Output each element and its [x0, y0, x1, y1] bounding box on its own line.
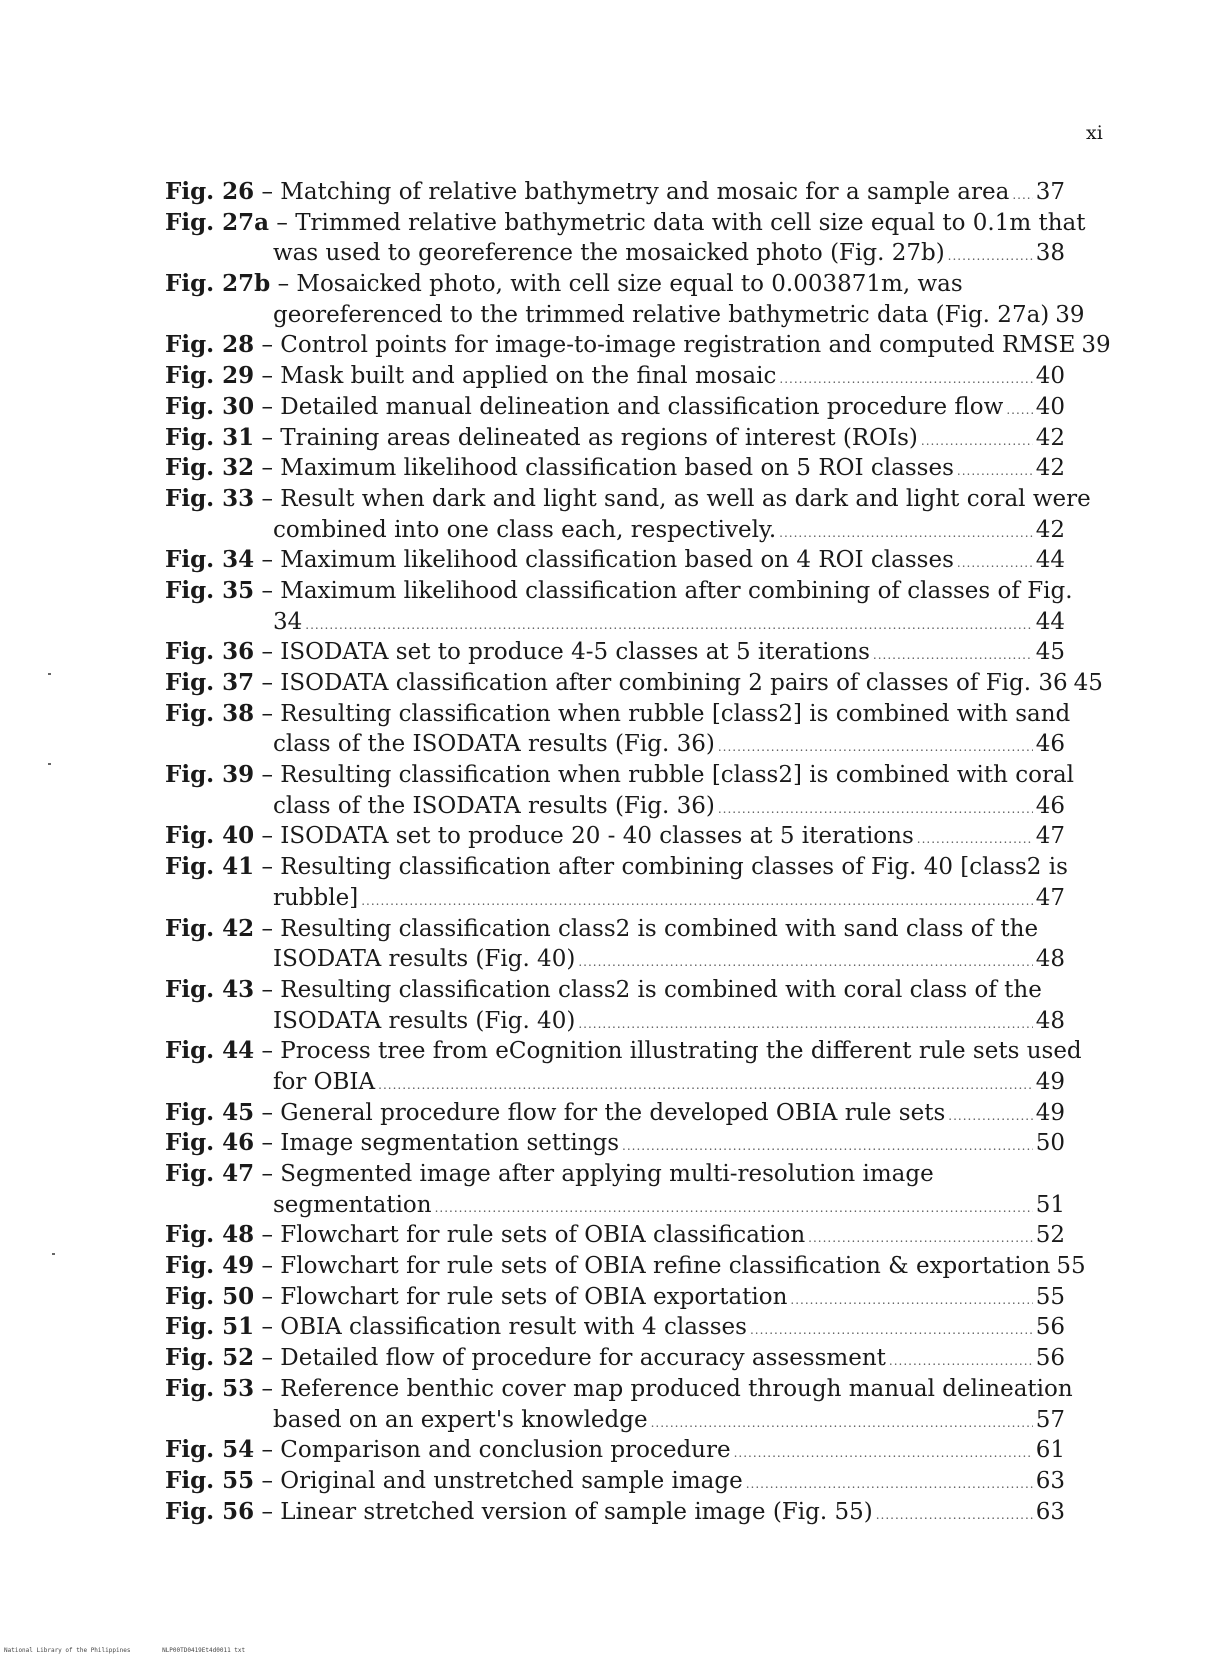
- figure-caption: ISODATA set to produce 4-5 classes at 5 iterations: [280, 639, 870, 666]
- toc-entry-line: [165, 821, 1065, 852]
- label-separator: –: [254, 455, 281, 482]
- toc-entry: [165, 392, 1065, 423]
- page-ref: 42: [1035, 455, 1065, 482]
- toc-entry-line: [165, 791, 1065, 822]
- toc-entry: [165, 1343, 1065, 1374]
- figure-caption: Trimmed relative bathymetric data with cell size equal to 0.1m that: [295, 209, 1086, 236]
- dot-leader: [718, 732, 1033, 763]
- label-separator: –: [254, 700, 281, 727]
- dot-leader: [718, 794, 1033, 825]
- dot-leader: [779, 364, 1032, 395]
- toc-entry-line: [165, 423, 1065, 454]
- page-ref: 49: [1035, 1068, 1065, 1095]
- page-ref: 45: [1035, 639, 1065, 666]
- scan-speck: [48, 673, 51, 675]
- figure-caption: Original and unstretched sample image: [280, 1467, 743, 1494]
- toc-entry: [165, 975, 1065, 1036]
- page-ref: 39: [1081, 332, 1111, 359]
- figure-caption: ISODATA classification after combining 2 pairs of classes of Fig. 36: [280, 670, 1068, 696]
- figure-caption: Maximum likelihood classification after combining of classes of Fig.: [280, 577, 1073, 604]
- figure-label: Fig. 50: [165, 1282, 255, 1310]
- page-ref: 48: [1035, 1007, 1065, 1034]
- figure-caption: Reference benthic cover map produced through manual delineation: [280, 1375, 1073, 1402]
- page-ref: 46: [1035, 731, 1065, 758]
- figure-label: Fig. 47: [165, 1160, 255, 1187]
- figure-caption: for OBIA: [273, 1068, 376, 1095]
- page-ref: 56: [1035, 1314, 1065, 1341]
- figure-caption: combined into one class each, respectively.: [273, 516, 777, 543]
- label-separator: –: [254, 1375, 281, 1402]
- toc-entry: [165, 484, 1091, 545]
- figure-label: Fig. 28: [165, 331, 255, 359]
- figure-label: Fig. 38: [165, 699, 255, 727]
- page-ref: 61: [1035, 1437, 1065, 1464]
- figure-caption: Detailed manual delineation and classification procedure flow: [280, 393, 1004, 420]
- figure-caption: was used to georeference the mosaicked photo (Fig. 27b): [273, 240, 945, 267]
- toc-entry-line: [165, 576, 1073, 607]
- figure-label: Fig. 33: [165, 484, 255, 512]
- toc-entry-line: [165, 392, 1065, 423]
- toc-entry-line: [165, 300, 1085, 331]
- label-separator: –: [254, 577, 281, 604]
- toc-entry-line: [165, 852, 1068, 883]
- figure-label: Fig. 29: [165, 362, 255, 390]
- label-separator: –: [254, 915, 281, 942]
- toc-entry-line: [165, 1282, 1065, 1313]
- dot-leader: [435, 1193, 1033, 1224]
- figure-caption: Image segmentation settings: [280, 1130, 620, 1157]
- dot-leader: [378, 1070, 1033, 1101]
- page-ref: 37: [1035, 179, 1065, 205]
- label-separator: –: [254, 1222, 281, 1249]
- toc-entry-line: [165, 330, 1111, 361]
- label-separator: –: [254, 547, 281, 574]
- figure-label: Fig. 31: [165, 423, 255, 451]
- toc-entry-line: [165, 269, 1065, 300]
- figure-caption: Detailed flow of procedure for accuracy assessment: [280, 1345, 886, 1372]
- page-ref: 44: [1035, 547, 1065, 574]
- footer-library: National Library of the Philippines: [4, 1647, 131, 1654]
- toc-entry-line: [165, 607, 1065, 638]
- scan-footer: [4, 1647, 273, 1654]
- toc-entry: [165, 821, 1065, 852]
- figure-caption: Resulting classification class2 is combined with sand class of the: [280, 915, 1039, 942]
- figure-caption: Linear stretched version of sample image (Fig. 55): [280, 1498, 873, 1525]
- toc-entry: [165, 914, 1065, 975]
- toc-entry: [165, 208, 1086, 269]
- toc-entry: [165, 1128, 1065, 1159]
- figure-caption: Control points for image-to-image registration and computed RMSE: [280, 332, 1076, 359]
- toc-entry-line: [165, 453, 1065, 484]
- figure-label: Fig. 27b: [165, 270, 271, 298]
- page-ref: 57: [1035, 1406, 1065, 1433]
- figure-caption: ISODATA results (Fig. 40): [273, 946, 576, 973]
- figure-label: Fig. 35: [165, 576, 255, 604]
- label-separator: –: [254, 1314, 281, 1341]
- dot-leader: [578, 1009, 1032, 1040]
- toc-entry: [165, 1220, 1065, 1251]
- figure-label: Fig. 53: [165, 1374, 255, 1402]
- toc-entry-line: [165, 177, 1065, 208]
- page-ref: 47: [1035, 884, 1065, 911]
- figure-caption: Process tree from eCognition illustrating the different rule sets used: [280, 1038, 1082, 1065]
- scan-speck: [48, 763, 51, 765]
- label-separator: –: [254, 1038, 281, 1065]
- figure-caption: class of the ISODATA results (Fig. 36): [273, 731, 715, 758]
- figure-caption: Segmented image after applying multi-resolution image: [280, 1161, 934, 1187]
- label-separator: –: [254, 639, 281, 666]
- page-ref: 42: [1035, 424, 1065, 451]
- figure-caption: Resulting classification when rubble [class2] is combined with sand: [280, 700, 1071, 727]
- toc-entry-line: [165, 545, 1065, 576]
- toc-entry-line: [165, 883, 1065, 914]
- dot-leader: [750, 1315, 1033, 1346]
- page-ref: 63: [1035, 1467, 1065, 1494]
- figure-label: Fig. 41: [165, 853, 255, 881]
- toc-entry-line: [165, 1466, 1065, 1497]
- page-ref: 56: [1035, 1345, 1065, 1372]
- figure-caption: Resulting classification after combining classes of Fig. 40 [class2 is: [280, 854, 1068, 881]
- page-ref: 38: [1035, 240, 1065, 267]
- toc-entry-line: [165, 1312, 1065, 1343]
- list-of-figures: [165, 177, 1111, 1527]
- figure-label: Fig. 27a: [165, 208, 270, 236]
- dot-leader: [889, 1346, 1033, 1377]
- page-ref: 47: [1035, 823, 1065, 850]
- page-ref: 46: [1035, 792, 1065, 819]
- figure-label: Fig. 30: [165, 392, 255, 420]
- page-ref: 48: [1035, 946, 1065, 973]
- figure-label: Fig. 55: [165, 1466, 255, 1494]
- toc-entry: [165, 637, 1065, 668]
- toc-entry: [165, 269, 1085, 330]
- dot-leader: [651, 1408, 1033, 1439]
- label-separator: –: [254, 670, 281, 696]
- figure-label: Fig. 56: [165, 1497, 255, 1525]
- footer-file-id: NLP00TD0419Et4d0011 txt: [162, 1647, 246, 1654]
- toc-entry-line: [165, 1435, 1065, 1466]
- toc-entry: [165, 1036, 1082, 1097]
- page-ref: 49: [1035, 1099, 1065, 1126]
- figure-caption: Maximum likelihood classification based on 4 ROI classes: [280, 547, 954, 574]
- figure-label: Fig. 32: [165, 454, 255, 482]
- dot-leader: [948, 1101, 1032, 1132]
- page-ref: 55: [1035, 1283, 1065, 1310]
- toc-entry-line: [165, 1036, 1082, 1067]
- dot-leader: [948, 241, 1033, 272]
- figure-caption: ISODATA results (Fig. 40): [273, 1007, 576, 1034]
- figure-caption: rubble]: [273, 884, 359, 911]
- figure-label: Fig. 54: [165, 1436, 255, 1464]
- toc-entry-line: [165, 238, 1065, 269]
- label-separator: –: [254, 1253, 281, 1280]
- figure-label: Fig. 34: [165, 546, 255, 574]
- figure-label: Fig. 44: [165, 1037, 255, 1065]
- page-ref: 44: [1035, 608, 1065, 635]
- toc-entry-line: [165, 1374, 1073, 1405]
- toc-entry: [165, 453, 1065, 484]
- toc-entry: [165, 423, 1065, 454]
- figure-label: Fig. 39: [165, 761, 255, 789]
- toc-entry-line: [165, 975, 1065, 1006]
- dot-leader: [957, 548, 1033, 579]
- figure-label: Fig. 49: [165, 1252, 255, 1280]
- toc-entry-line: [165, 1220, 1065, 1251]
- page-ref: 40: [1035, 393, 1065, 420]
- figure-caption: 34: [273, 608, 303, 635]
- figure-label: Fig. 45: [165, 1098, 255, 1126]
- page-ref: 52: [1035, 1222, 1065, 1249]
- dot-leader: [876, 1500, 1033, 1531]
- toc-entry-line: [165, 699, 1071, 730]
- figure-caption: Training areas delineated as regions of interest (ROIs): [280, 424, 918, 451]
- toc-entry: [165, 1466, 1065, 1497]
- toc-entry: [165, 361, 1065, 392]
- figure-label: Fig. 46: [165, 1129, 255, 1157]
- toc-entry: [165, 576, 1073, 637]
- label-separator: –: [254, 179, 281, 205]
- figure-label: Fig. 26: [165, 178, 255, 205]
- label-separator: –: [269, 209, 296, 236]
- figure-caption: Result when dark and light sand, as well as dark and light coral were: [280, 485, 1091, 512]
- dot-leader: [734, 1438, 1033, 1469]
- toc-entry: [165, 330, 1111, 361]
- toc-entry: [165, 1159, 1065, 1220]
- figure-caption: Maximum likelihood classification based on 5 ROI classes: [280, 455, 954, 482]
- toc-entry-line: [165, 1128, 1065, 1159]
- toc-entry-line: [165, 637, 1065, 668]
- toc-entry-line: [165, 760, 1075, 791]
- toc-entry: [165, 177, 1065, 208]
- dot-leader: [779, 518, 1033, 549]
- figure-caption: Flowchart for rule sets of OBIA refine classification & exportation: [280, 1253, 1051, 1280]
- toc-entry-line: [165, 1098, 1065, 1129]
- page-ref: 39: [1055, 301, 1085, 328]
- figure-label: Fig. 48: [165, 1221, 255, 1249]
- toc-entry: [165, 1374, 1073, 1435]
- dot-leader: [622, 1131, 1033, 1162]
- label-separator: –: [254, 485, 281, 512]
- page-ref: 63: [1035, 1498, 1065, 1525]
- label-separator: –: [254, 363, 281, 390]
- page-ref: 45: [1073, 670, 1103, 696]
- label-separator: –: [254, 1498, 281, 1525]
- figure-caption: Mask built and applied on the final mosaic: [280, 363, 777, 390]
- toc-entry-line: [165, 1006, 1065, 1037]
- toc-entry-line: [165, 1190, 1065, 1221]
- label-separator: –: [254, 1437, 281, 1464]
- label-separator: –: [254, 1130, 281, 1157]
- toc-entry: [165, 1435, 1065, 1466]
- figure-caption: General procedure flow for the developed OBIA rule sets: [280, 1099, 946, 1126]
- figure-caption: class of the ISODATA results (Fig. 36): [273, 792, 715, 819]
- figure-label: Fig. 42: [165, 914, 255, 942]
- label-separator: –: [254, 424, 281, 451]
- toc-entry: [165, 545, 1065, 576]
- toc-entry-line: [165, 1497, 1065, 1528]
- toc-entry-line: [165, 1251, 1086, 1282]
- figure-caption: ISODATA set to produce 20 - 40 classes at 5 iterations: [280, 823, 914, 850]
- figure-label: Fig. 37: [165, 669, 255, 696]
- toc-entry: [165, 1312, 1065, 1343]
- toc-entry: [165, 1098, 1065, 1129]
- figure-label: Fig. 52: [165, 1344, 255, 1372]
- page-ref: 50: [1035, 1130, 1065, 1157]
- dot-leader: [578, 947, 1032, 978]
- toc-entry-line: [165, 484, 1091, 515]
- label-separator: –: [254, 1345, 281, 1372]
- page-ref: 42: [1035, 516, 1065, 543]
- toc-entry-line: [165, 668, 1103, 699]
- toc-entry-line: [165, 361, 1065, 392]
- figure-caption: georeferenced to the trimmed relative bathymetric data (Fig. 27a): [273, 301, 1050, 328]
- toc-entry-line: [165, 1159, 1065, 1190]
- toc-entry-line: [165, 1067, 1065, 1098]
- dot-leader: [746, 1469, 1033, 1500]
- figure-label: Fig. 43: [165, 975, 255, 1003]
- figure-caption: Matching of relative bathymetry and mosaic for a sample area: [280, 179, 1010, 205]
- toc-entry-line: [165, 944, 1065, 975]
- dot-leader: [361, 886, 1033, 917]
- label-separator: –: [254, 854, 281, 881]
- toc-entry: [165, 668, 1103, 699]
- dot-leader: [808, 1223, 1033, 1254]
- dot-leader: [790, 1285, 1032, 1316]
- label-separator: –: [254, 1283, 281, 1310]
- toc-entry-line: [165, 914, 1065, 945]
- label-separator: –: [254, 1161, 281, 1187]
- dot-leader: [957, 456, 1033, 487]
- toc-entry-line: [165, 515, 1065, 546]
- toc-entry-line: [165, 729, 1065, 760]
- label-separator: –: [254, 976, 281, 1003]
- dot-leader: [1012, 180, 1032, 211]
- toc-entry: [165, 852, 1068, 913]
- page-ref: 51: [1035, 1191, 1065, 1218]
- figure-caption: Flowchart for rule sets of OBIA classification: [280, 1222, 806, 1249]
- label-separator: –: [254, 332, 281, 359]
- figure-caption: OBIA classification result with 4 classes: [280, 1314, 747, 1341]
- figure-caption: based on an expert's knowledge: [273, 1406, 648, 1433]
- toc-entry-line: [165, 208, 1086, 239]
- toc-entry-line: [165, 1405, 1065, 1436]
- dot-leader: [305, 610, 1032, 641]
- dot-leader: [921, 426, 1033, 457]
- label-separator: –: [254, 1099, 281, 1126]
- toc-entry: [165, 1282, 1065, 1313]
- dot-leader: [917, 824, 1033, 855]
- label-separator: –: [254, 1467, 281, 1494]
- dot-leader: [1006, 395, 1032, 426]
- toc-entry: [165, 699, 1071, 760]
- figure-caption: Mosaicked photo, with cell size equal to 0.003871m, was: [296, 271, 963, 298]
- label-separator: –: [254, 393, 281, 420]
- figure-label: Fig. 51: [165, 1313, 255, 1341]
- figure-caption: Resulting classification when rubble [class2] is combined with coral: [280, 762, 1075, 789]
- figure-label: Fig. 40: [165, 822, 255, 850]
- toc-entry: [165, 760, 1075, 821]
- scan-speck: [52, 1253, 55, 1255]
- label-separator: –: [254, 823, 281, 850]
- toc-entry: [165, 1497, 1065, 1528]
- label-separator: –: [270, 271, 297, 298]
- figure-caption: Comparison and conclusion procedure: [280, 1437, 731, 1464]
- figure-caption: segmentation: [273, 1191, 432, 1218]
- page-ref: 40: [1035, 363, 1065, 390]
- figure-label: Fig. 36: [165, 638, 255, 666]
- label-separator: –: [254, 762, 281, 789]
- dot-leader: [873, 640, 1033, 671]
- page-ref: 55: [1056, 1253, 1086, 1280]
- page-number: xi: [1086, 122, 1103, 144]
- toc-entry: [165, 1251, 1086, 1282]
- figure-caption: Flowchart for rule sets of OBIA exportation: [280, 1283, 788, 1310]
- toc-entry-line: [165, 1343, 1065, 1374]
- figure-caption: Resulting classification class2 is combined with coral class of the: [280, 976, 1042, 1003]
